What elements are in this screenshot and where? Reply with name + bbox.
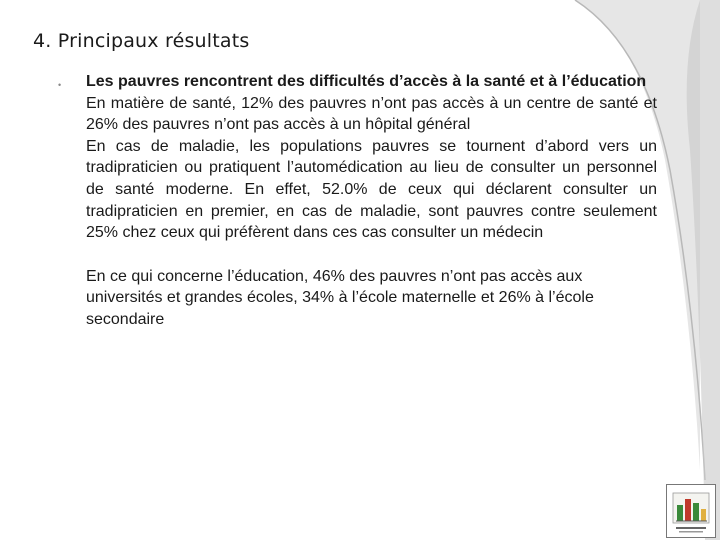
slide-title: 4. Principaux résultats <box>33 30 250 52</box>
paragraph-health-access: En matière de santé, 12% des pauvres n’ont pas accès à un centre de santé et 26% des pauvres n’ont pas accès à un hôpital général <box>86 94 657 134</box>
paragraph-heading: Les pauvres rencontrent des difficultés d’accès à la santé et à l’éducation <box>86 73 647 90</box>
slide-body <box>86 71 657 331</box>
paragraph-illness: En cas de maladie, les populations pauvres se tournent d’abord vers un tradipraticien ou pratiquent l’automédication au lieu de consulter un personnel de santé moderne. En effet, 52.0% de ceux qui déclarent consulter un tradipraticien en premier, en cas de maladie, sont pauvres contre seulement 25% chez ceux qui préfèrent dans ces cas consulter un médecin <box>86 137 657 242</box>
paragraph-education: En ce qui concerne l’éducation, 46% des pauvres n’ont pas accès aux universités et grandes écoles, 34% à l’école maternelle et 26% à l’école secondaire <box>86 267 594 328</box>
bullet-marker: • <box>58 80 62 90</box>
institution-logo-icon <box>666 484 716 538</box>
